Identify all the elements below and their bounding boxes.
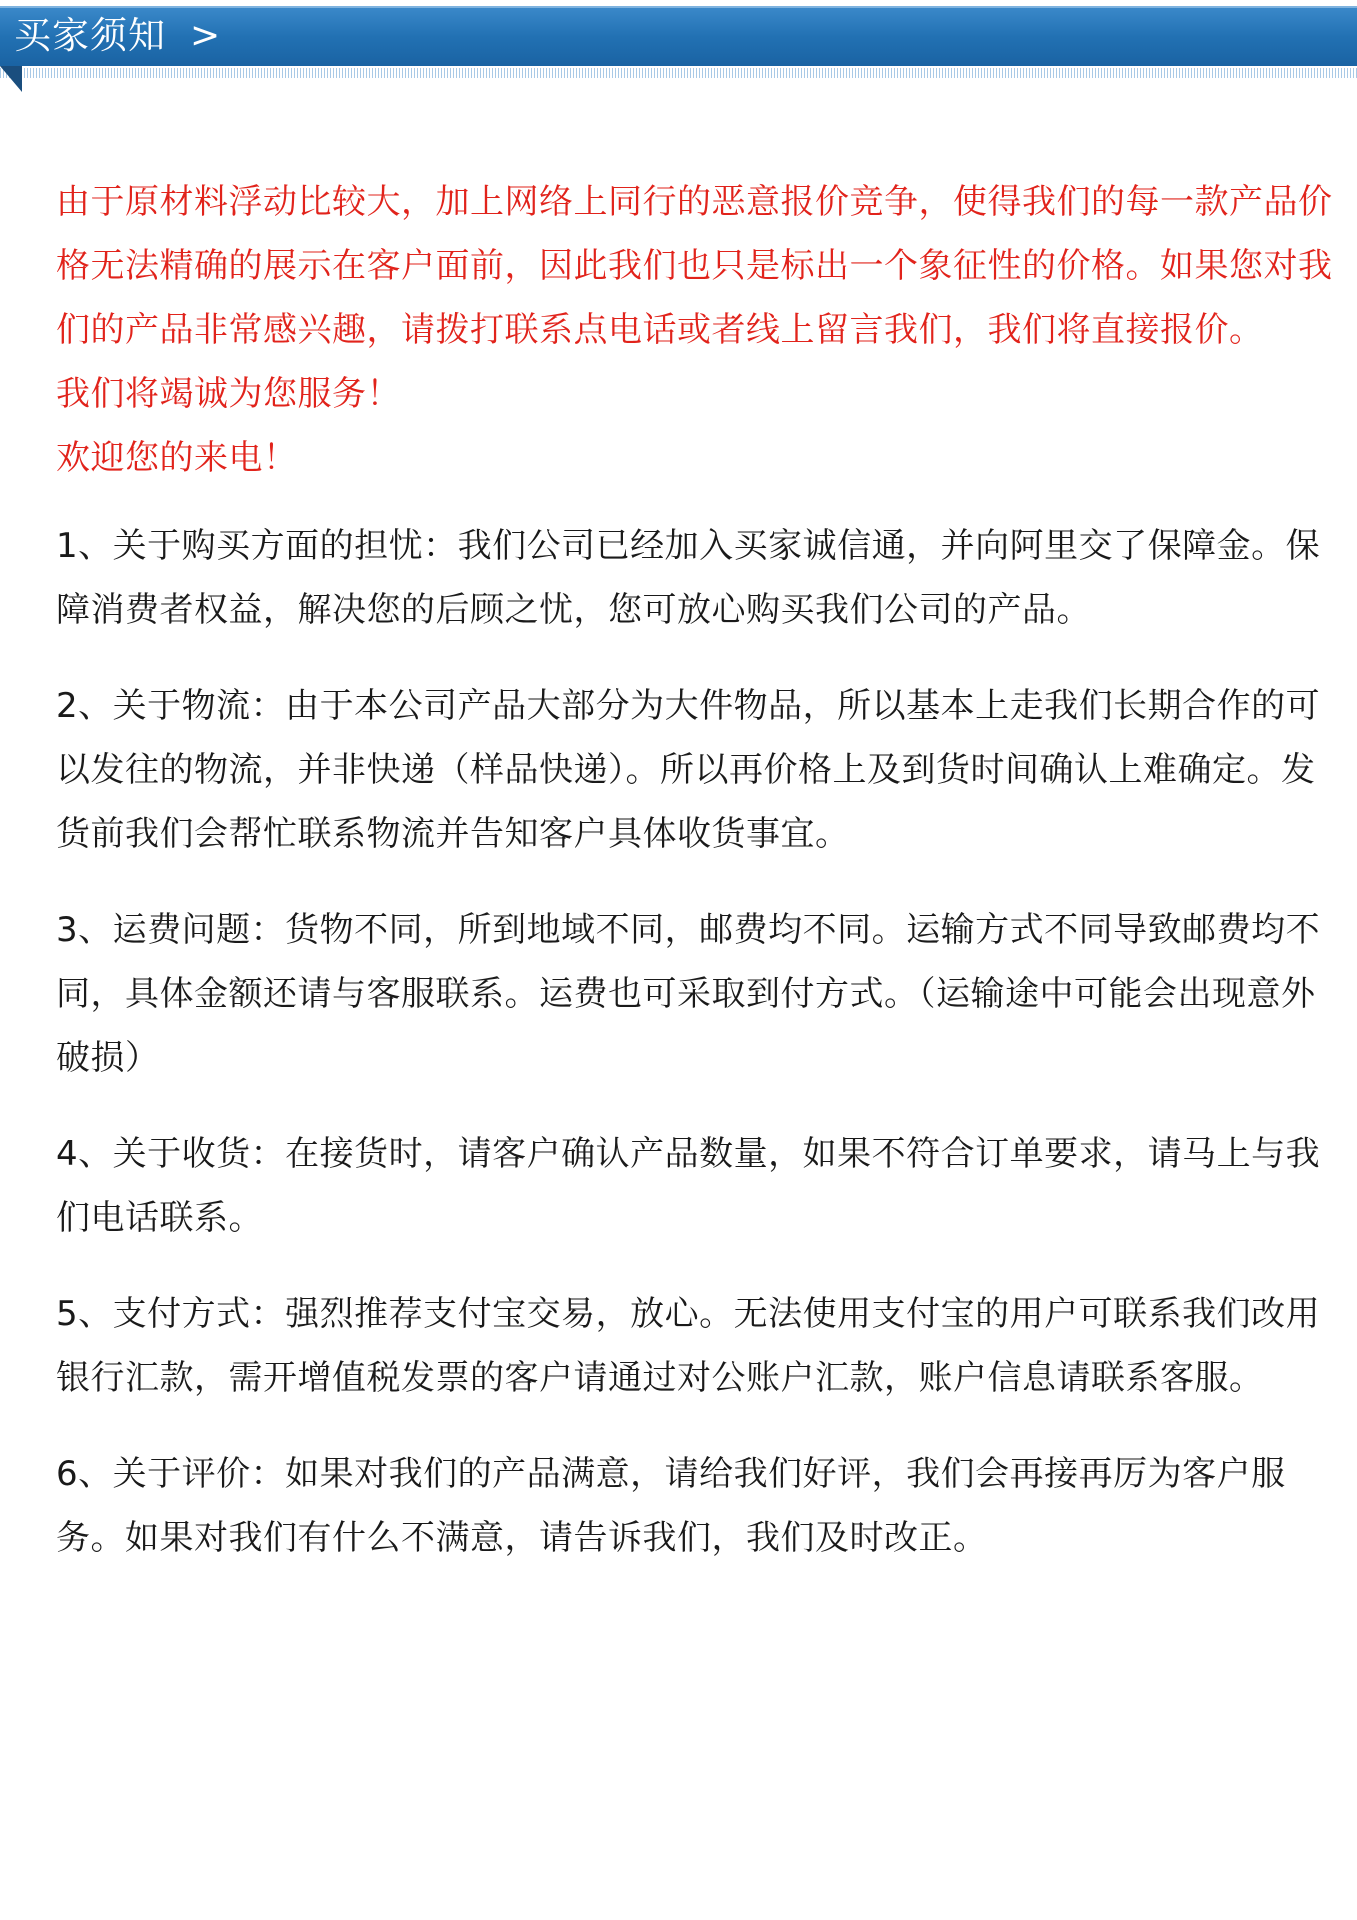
chevron-right-icon: >	[190, 15, 221, 56]
intro-notice	[56, 170, 1346, 490]
note-logistics: 2、关于物流：由于本公司产品大部分为大件物品，所以基本上走我们长期合作的可以发往的物流，并非快递（样品快递）。所以再价格上及到货时间确认上难确定。发货前我们会帮忙联系物流并告知客户具体收货事宜。	[56, 686, 1321, 854]
intro-paragraph-service: 我们将竭诚为您服务！	[56, 374, 401, 414]
note-review: 6、关于评价：如果对我们的产品满意，请给我们好评，我们会再接再厉为客户服务。如果对我们有什么不满意，请告诉我们，我们及时改正。	[56, 1454, 1286, 1558]
header-corner-tab	[0, 66, 22, 92]
section-header	[0, 0, 1357, 86]
note-payment: 5、支付方式：强烈推荐支付宝交易，放心。无法使用支付宝的用户可联系我们改用银行汇款，需开增值税发票的客户请通过对公账户汇款，账户信息请联系客服。	[56, 1294, 1321, 1398]
intro-paragraph-welcome: 欢迎您的来电！	[56, 438, 298, 478]
note-shipping-fee: 3、运费问题：货物不同，所到地域不同，邮费均不同。运输方式不同导致邮费均不同，具体金额还请与客服联系。运费也可采取到付方式。（运输途中可能会出现意外破损）	[56, 910, 1321, 1078]
header-title: 买家须知	[14, 14, 166, 57]
note-receiving: 4、关于收货：在接货时，请客户确认产品数量，如果不符合订单要求，请马上与我们电话联系。	[56, 1134, 1321, 1238]
notice-content	[56, 170, 1346, 1602]
intro-paragraph-price: 由于原材料浮动比较大，加上网络上同行的恶意报价竞争，使得我们的每一款产品价格无法精确的展示在客户面前，因此我们也只是标出一个象征性的价格。如果您对我们的产品非常感兴趣，请拨打联系点电话或者线上留言我们，我们将直接报价。	[56, 182, 1333, 350]
note-purchase: 1、关于购买方面的担忧：我们公司已经加入买家诚信通，并向阿里交了保障金。保障消费者权益，解决您的后顾之忧，您可放心购买我们公司的产品。	[56, 526, 1321, 630]
buyer-notes-list	[56, 514, 1346, 1570]
header-stripe-divider	[0, 68, 1357, 78]
